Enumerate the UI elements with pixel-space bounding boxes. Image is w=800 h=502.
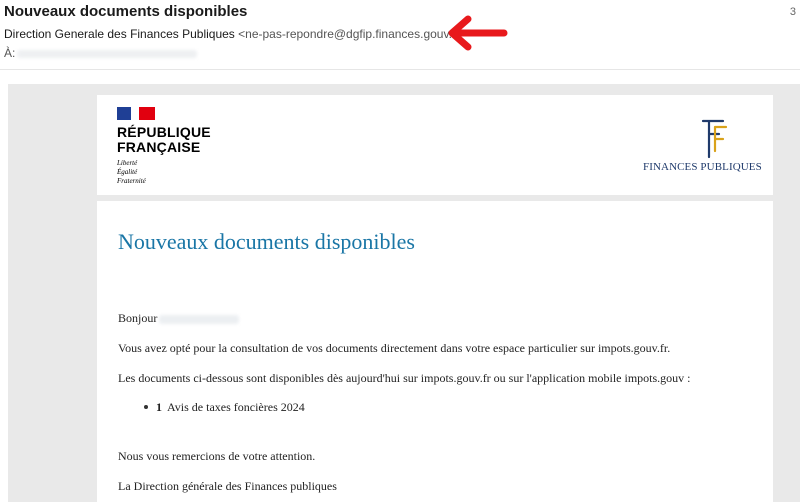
recipient-redacted [17,50,197,58]
greeting: Bonjour [118,311,239,326]
republique-francaise-logo: RÉPUBLIQUE FRANÇAISE [117,124,211,155]
email-header [0,0,800,70]
document-list-item [156,400,305,415]
sender-address[interactable]: <ne-pas-repondre@dgfip.finances.gouv.fr> [238,27,467,41]
banner [97,95,773,195]
document-label: Avis de taxes foncières 2024 [167,400,305,414]
finances-publiques-label: FINANCES PUBLIQUES [643,161,762,173]
document-count: 1 [156,400,162,414]
recipient-label: À: [4,46,16,60]
sender-line [4,27,466,41]
email-body [8,84,800,502]
message-content [97,201,773,502]
thanks-line: Nous vous remercions de votre attention. [118,449,316,463]
sender-name[interactable]: Direction Generale des Finances Publiques [4,27,235,41]
paragraph-documents: Les documents ci-dessous sont disponibles dès aujourd'hui sur impots.gouv.fr ou sur l'application mobile impots.gouv : [118,371,691,385]
email-subject: Nouveaux documents disponibles [4,3,248,20]
republic-motto: Liberté Égalité Fraternité [117,159,146,185]
paragraph-consultation: Vous avez opté pour la consultation de vos documents directement dans votre espace particulier sur impots.gouv.fr. [118,341,671,355]
message-title: Nouveaux documents disponibles [118,229,415,254]
recipient-line [4,46,197,60]
red-arrow-left-icon [444,14,508,52]
greeting-name-redacted [159,315,239,324]
finances-publiques-logo-icon [695,117,729,159]
message-count: 3 [789,6,796,18]
list-bullet [144,405,148,409]
french-flag-icon [117,107,155,120]
signature: La Direction générale des Finances publiques [118,479,337,493]
